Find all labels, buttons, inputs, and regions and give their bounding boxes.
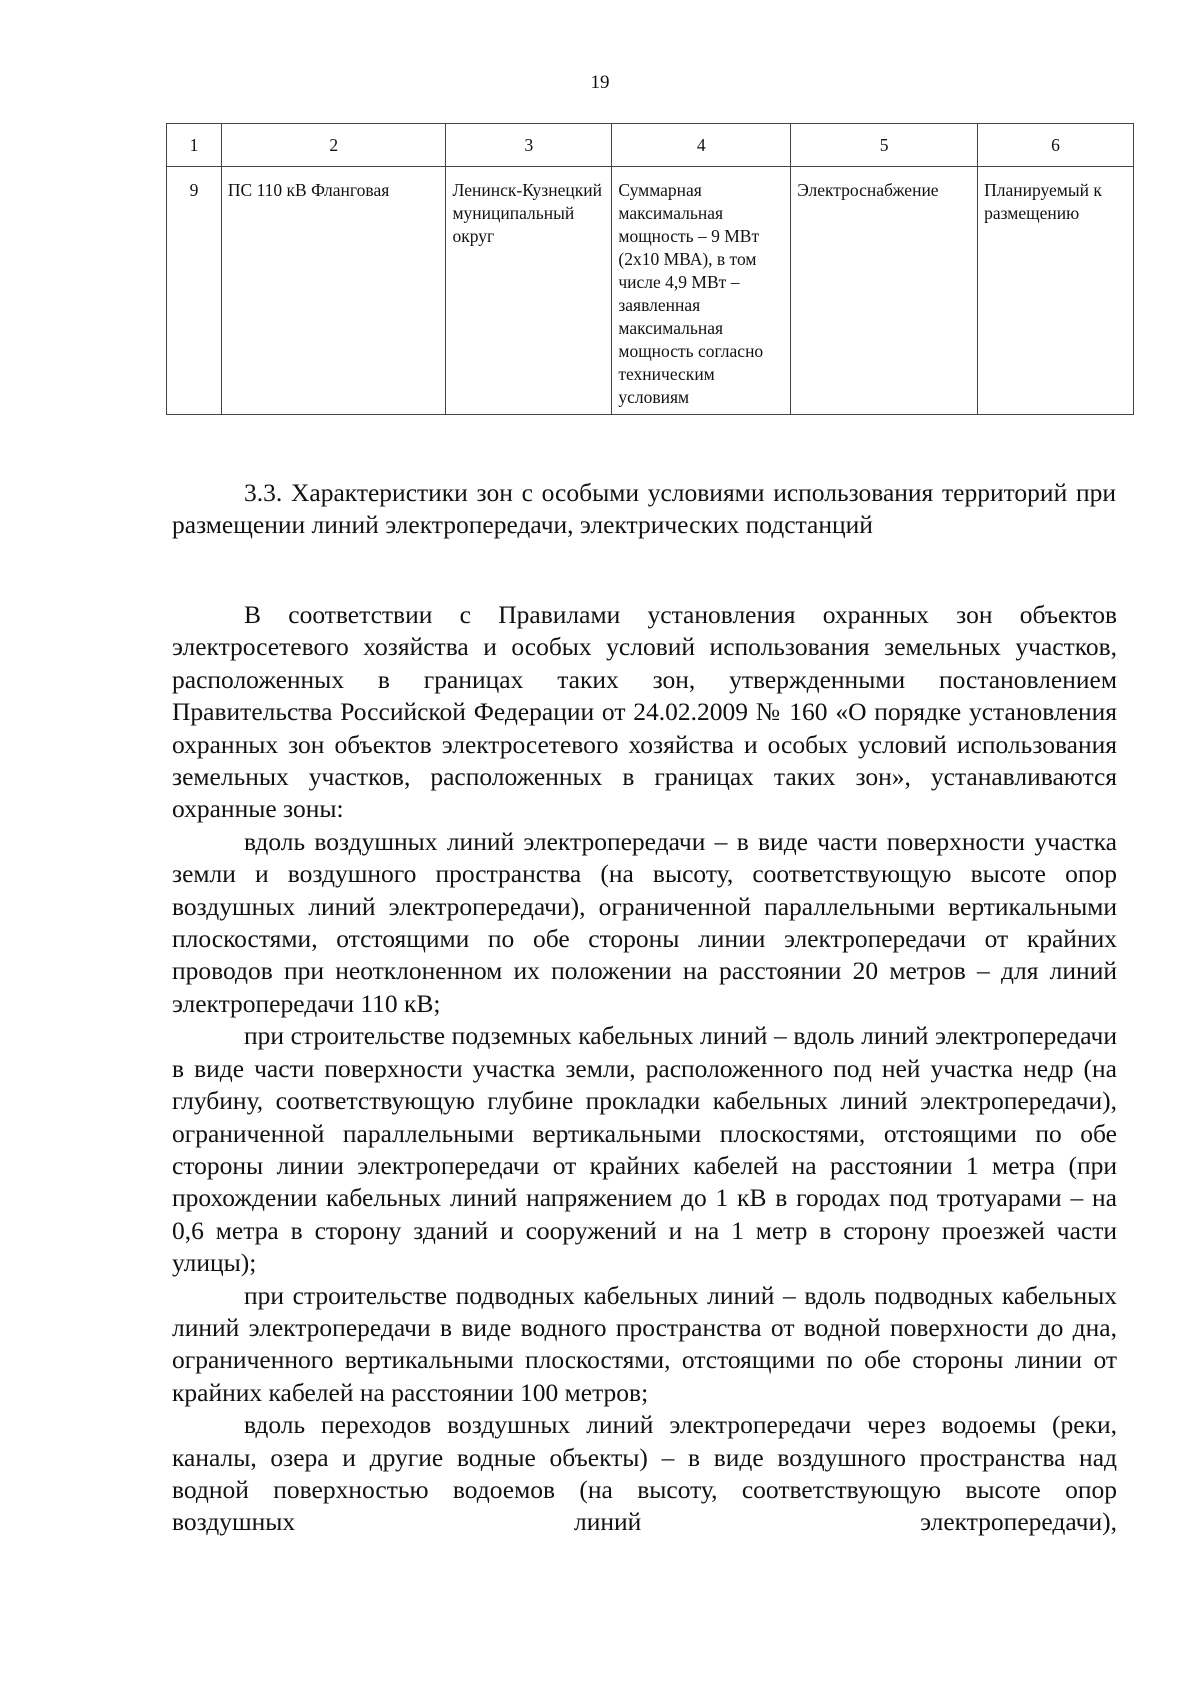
purpose-cell: Электроснабжение [791,167,978,415]
document-body [172,599,1117,1539]
table-header-cell: 6 [978,124,1134,167]
table-header-row [167,124,1134,167]
section-heading-text: 3.3. Характеристики зон с особыми условиями использования территорий при размещении линий электропередачи, электрических подстанций [172,478,1116,539]
row-number: 9 [167,167,222,415]
characteristics-cell: Суммарная максимальная мощность – 9 МВт (2х10 МВА), в том числе 4,9 МВт – заявленная максимальная мощность согласно техническим условиям [612,167,791,415]
page-number: 19 [590,72,610,93]
paragraph: при строительстве подземных кабельных линий – вдоль линий электропередачи в виде части поверхности участка земли, расположенного под ней участка недр (на глубину, соответствующую глубине прокладки кабельных линий электропередачи), ограниченной параллельными вертикальными плоскостями, отстоящими по обе стороны линии электропередачи от крайних кабелей на расстоянии 1 метра (при прохождении кабельных линий напряжением до 1 кВ в городах под тротуарами – на 0,6 метра в сторону зданий и сооружений и на 1 метр в сторону проезжей части улицы); [172,1021,1117,1278]
paragraph: вдоль воздушных линий электропередачи – в виде части поверхности участка земли и воздушного пространства (на высоту, соответствующую высоте опор воздушных линий электропередачи), ограниченной параллельными вертикальными плоскостями, отстоящими по обе стороны линии электропередачи от крайних проводов при неотклоненном их положении на расстоянии 20 метров – для линий электропередачи 110 кВ; [172,826,1117,1018]
substation-table [166,123,1134,415]
paragraph: В соответствии с Правилами установления охранных зон объектов электросетевого хозяйства и особых условий использования земельных участков, расположенных в границах таких зон, утвержденными постановлением Правительства Российской Федерации от 24.02.2009 № 160 «О порядке установления охранных зон объектов электросетевого хозяйства и особых условий использования земельных участков, расположенных в границах таких зон», устанавливаются охранные зоны: [172,600,1117,824]
paragraph: вдоль переходов воздушных линий электропередачи через водоемы (реки, каналы, озера и другие водные объекты) – в виде воздушного пространства над водной поверхностью водоемов (на высоту, соответствующую высоте опор воздушных линий электропередачи), [172,1410,1117,1537]
table-header-cell: 3 [446,124,612,167]
table-header-cell: 4 [612,124,791,167]
status-cell: Планируемый к размещению [978,167,1134,415]
location-cell: Ленинск-Кузнецкий муниципальный округ [446,167,612,415]
table-header-cell: 2 [221,124,446,167]
object-name-cell: ПС 110 кВ Фланговая [221,167,446,415]
section-heading [172,477,1116,541]
table-header-cell: 5 [791,124,978,167]
paragraph: при строительстве подводных кабельных линий – вдоль подводных кабельных линий электропередачи в виде водного пространства от водной поверхности до дна, ограниченного вертикальными плоскостями, отстоящими по обе стороны линии от крайних кабелей на расстоянии 100 метров; [172,1280,1117,1407]
table-header-cell: 1 [167,124,222,167]
table-row [167,167,1134,415]
